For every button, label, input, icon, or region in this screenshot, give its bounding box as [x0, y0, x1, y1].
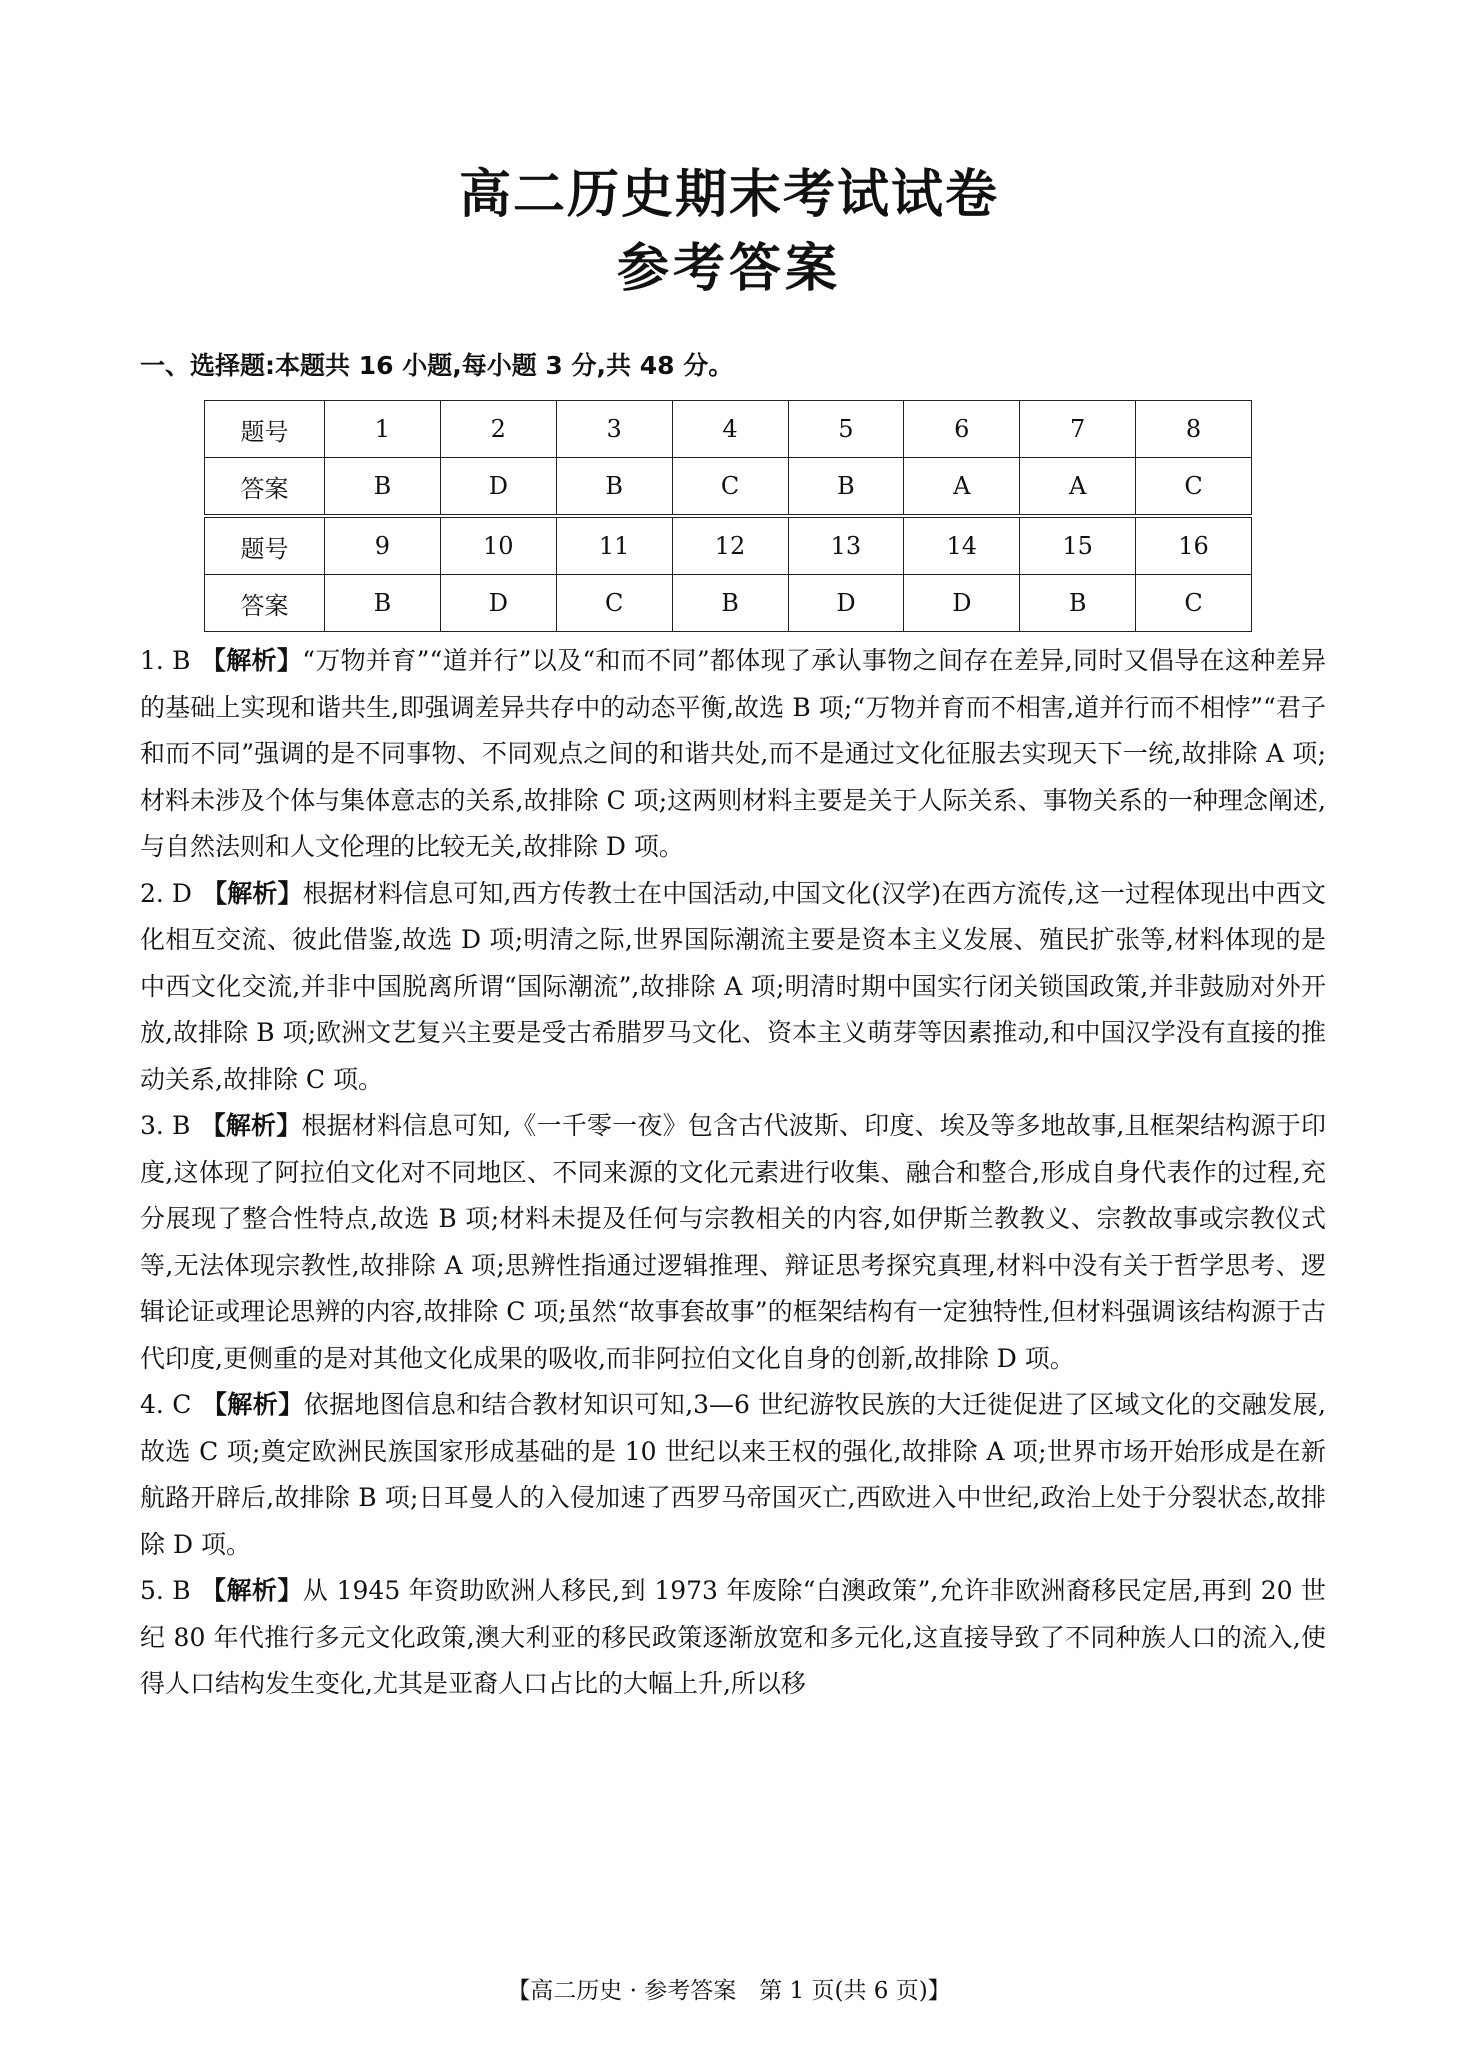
answer-cell: D	[440, 458, 556, 517]
answer-table	[204, 400, 1252, 632]
answer-cell: D	[904, 575, 1020, 632]
item-text: 根据材料信息可知,西方传教士在中国活动,中国文化(汉学)在西方流传,这一过程体现出中西文化相互交流、彼此借鉴,故选 D 项;明清之际,世界国际潮流主要是资本主义发展、殖民扩张等,材料体现的是中西文化交流,并非中国脱离所谓“国际潮流”,故排除 A 项;明清时期中国实行闭关锁国政策,并非鼓励对外开放,故排除 B 项;欧洲文艺复兴主要是受古希腊罗马文化、资本主义萌芽等因素推动,和中国汉学没有直接的推动关系,故排除 C 项。	[140, 878, 1326, 1094]
answer-cell: B	[788, 458, 904, 517]
answer-cell: A	[904, 458, 1020, 517]
question-number: 2	[440, 401, 556, 458]
question-number: 1	[325, 401, 441, 458]
question-number: 13	[788, 516, 904, 575]
answer-cell: B	[556, 458, 672, 517]
item-number: 3. B	[140, 1111, 191, 1140]
answer-cell: A	[1020, 458, 1136, 517]
explanation-item	[140, 1382, 1326, 1568]
analysis-tag: 【解析】	[201, 878, 303, 908]
row-label: 答案	[205, 575, 325, 632]
table-row	[205, 401, 1252, 458]
question-number: 6	[904, 401, 1020, 458]
question-number: 7	[1020, 401, 1136, 458]
document-subtitle: 参考答案	[616, 239, 841, 299]
answer-cell: B	[325, 458, 441, 517]
row-label: 答案	[205, 458, 325, 517]
item-number: 2. D	[140, 878, 192, 908]
explanation-item	[140, 871, 1326, 1104]
question-number: 3	[556, 401, 672, 458]
question-number: 4	[672, 401, 788, 458]
question-number: 9	[325, 516, 441, 575]
table-row	[205, 516, 1252, 575]
answer-cell: D	[440, 575, 556, 632]
item-number: 5. B	[140, 1576, 191, 1605]
analysis-tag: 【解析】	[200, 1576, 303, 1605]
analysis-tag: 【解析】	[200, 1111, 302, 1140]
explanation-item	[140, 638, 1326, 871]
question-number: 5	[788, 401, 904, 458]
question-number: 14	[904, 516, 1020, 575]
answer-cell: B	[672, 575, 788, 632]
document-title: 高二历史期末考试试卷	[458, 165, 999, 225]
answer-cell: D	[788, 575, 904, 632]
item-number: 4. C	[140, 1390, 192, 1419]
answer-cell: C	[1136, 575, 1252, 632]
analysis-tag: 【解析】	[200, 646, 303, 675]
analysis-tag: 【解析】	[201, 1390, 304, 1419]
answer-cell: C	[672, 458, 788, 517]
answer-cell: C	[1136, 458, 1252, 517]
page-footer: 【高二历史 · 参考答案 第 1 页(共 6 页)】	[507, 1978, 951, 2004]
answer-cell: C	[556, 575, 672, 632]
explanation-item	[140, 1103, 1326, 1382]
question-number: 11	[556, 516, 672, 575]
answer-cell: B	[1020, 575, 1136, 632]
question-number: 12	[672, 516, 788, 575]
question-number: 8	[1136, 401, 1252, 458]
row-label: 题号	[205, 516, 325, 575]
table-row	[205, 575, 1252, 632]
explanations	[140, 638, 1326, 1708]
item-text: “万物并育”“道并行”以及“和而不同”都体现了承认事物之间存在差异,同时又倡导在这种差异的基础上实现和谐共生,即强调差异共存中的动态平衡,故选 B 项;“万物并育而不相害,道并行而不相悖”“君子和而不同”强调的是不同事物、不同观点之间的和谐共处,而不是通过文化征服去实现天下一统,故排除 A 项;材料未涉及个体与集体意志的关系,故排除 C 项;这两则材料主要是关于人际关系、事物关系的一种理念阐述,与自然法则和人文伦理的比较无关,故排除 D 项。	[140, 646, 1326, 861]
explanation-item	[140, 1568, 1326, 1708]
item-text: 依据地图信息和结合教材知识可知,3—6 世纪游牧民族的大迁徙促进了区域文化的交融发展,故选 C 项;奠定欧洲民族国家形成基础的是 10 世纪以来王权的强化,故排除 A 项;世界市场开始形成是在新航路开辟后,故排除 B 项;日耳曼人的入侵加速了西罗马帝国灭亡,西欧进入中世纪,政治上处于分裂状态,故排除 D 项。	[140, 1390, 1326, 1559]
item-text: 从 1945 年资助欧洲人移民,到 1973 年废除“白澳政策”,允许非欧洲裔移民定居,再到 20 世纪 80 年代推行多元文化政策,澳大利亚的移民政策逐渐放宽和多元化,这直接导致了不同种族人口的流入,使得人口结构发生变化,尤其是亚裔人口占比的大幅上升,所以移	[140, 1576, 1326, 1698]
question-number: 10	[440, 516, 556, 575]
item-number: 1. B	[140, 646, 191, 675]
question-number: 16	[1136, 516, 1252, 575]
row-label: 题号	[205, 401, 325, 458]
table-row	[205, 458, 1252, 517]
item-text: 根据材料信息可知,《一千零一夜》包含古代波斯、印度、埃及等多地故事,且框架结构源于印度,这体现了阿拉伯文化对不同地区、不同来源的文化元素进行收集、融合和整合,形成自身代表作的过程,充分展现了整合性特点,故选 B 项;材料未提及任何与宗教相关的内容,如伊斯兰教教义、宗教故事或宗教仪式等,无法体现宗教性,故排除 A 项;思辨性指通过逻辑推理、辩证思考探究真理,材料中没有关于哲学思考、逻辑论证或理论思辨的内容,故排除 C 项;虽然“故事套故事”的框架结构有一定独特性,但材料强调该结构源于古代印度,更侧重的是对其他文化成果的吸收,而非阿拉伯文化自身的创新,故排除 D 项。	[140, 1111, 1326, 1373]
section-heading: 一、选择题:本题共 16 小题,每小题 3 分,共 48 分。	[140, 351, 734, 380]
answer-cell: B	[325, 575, 441, 632]
question-number: 15	[1020, 516, 1136, 575]
